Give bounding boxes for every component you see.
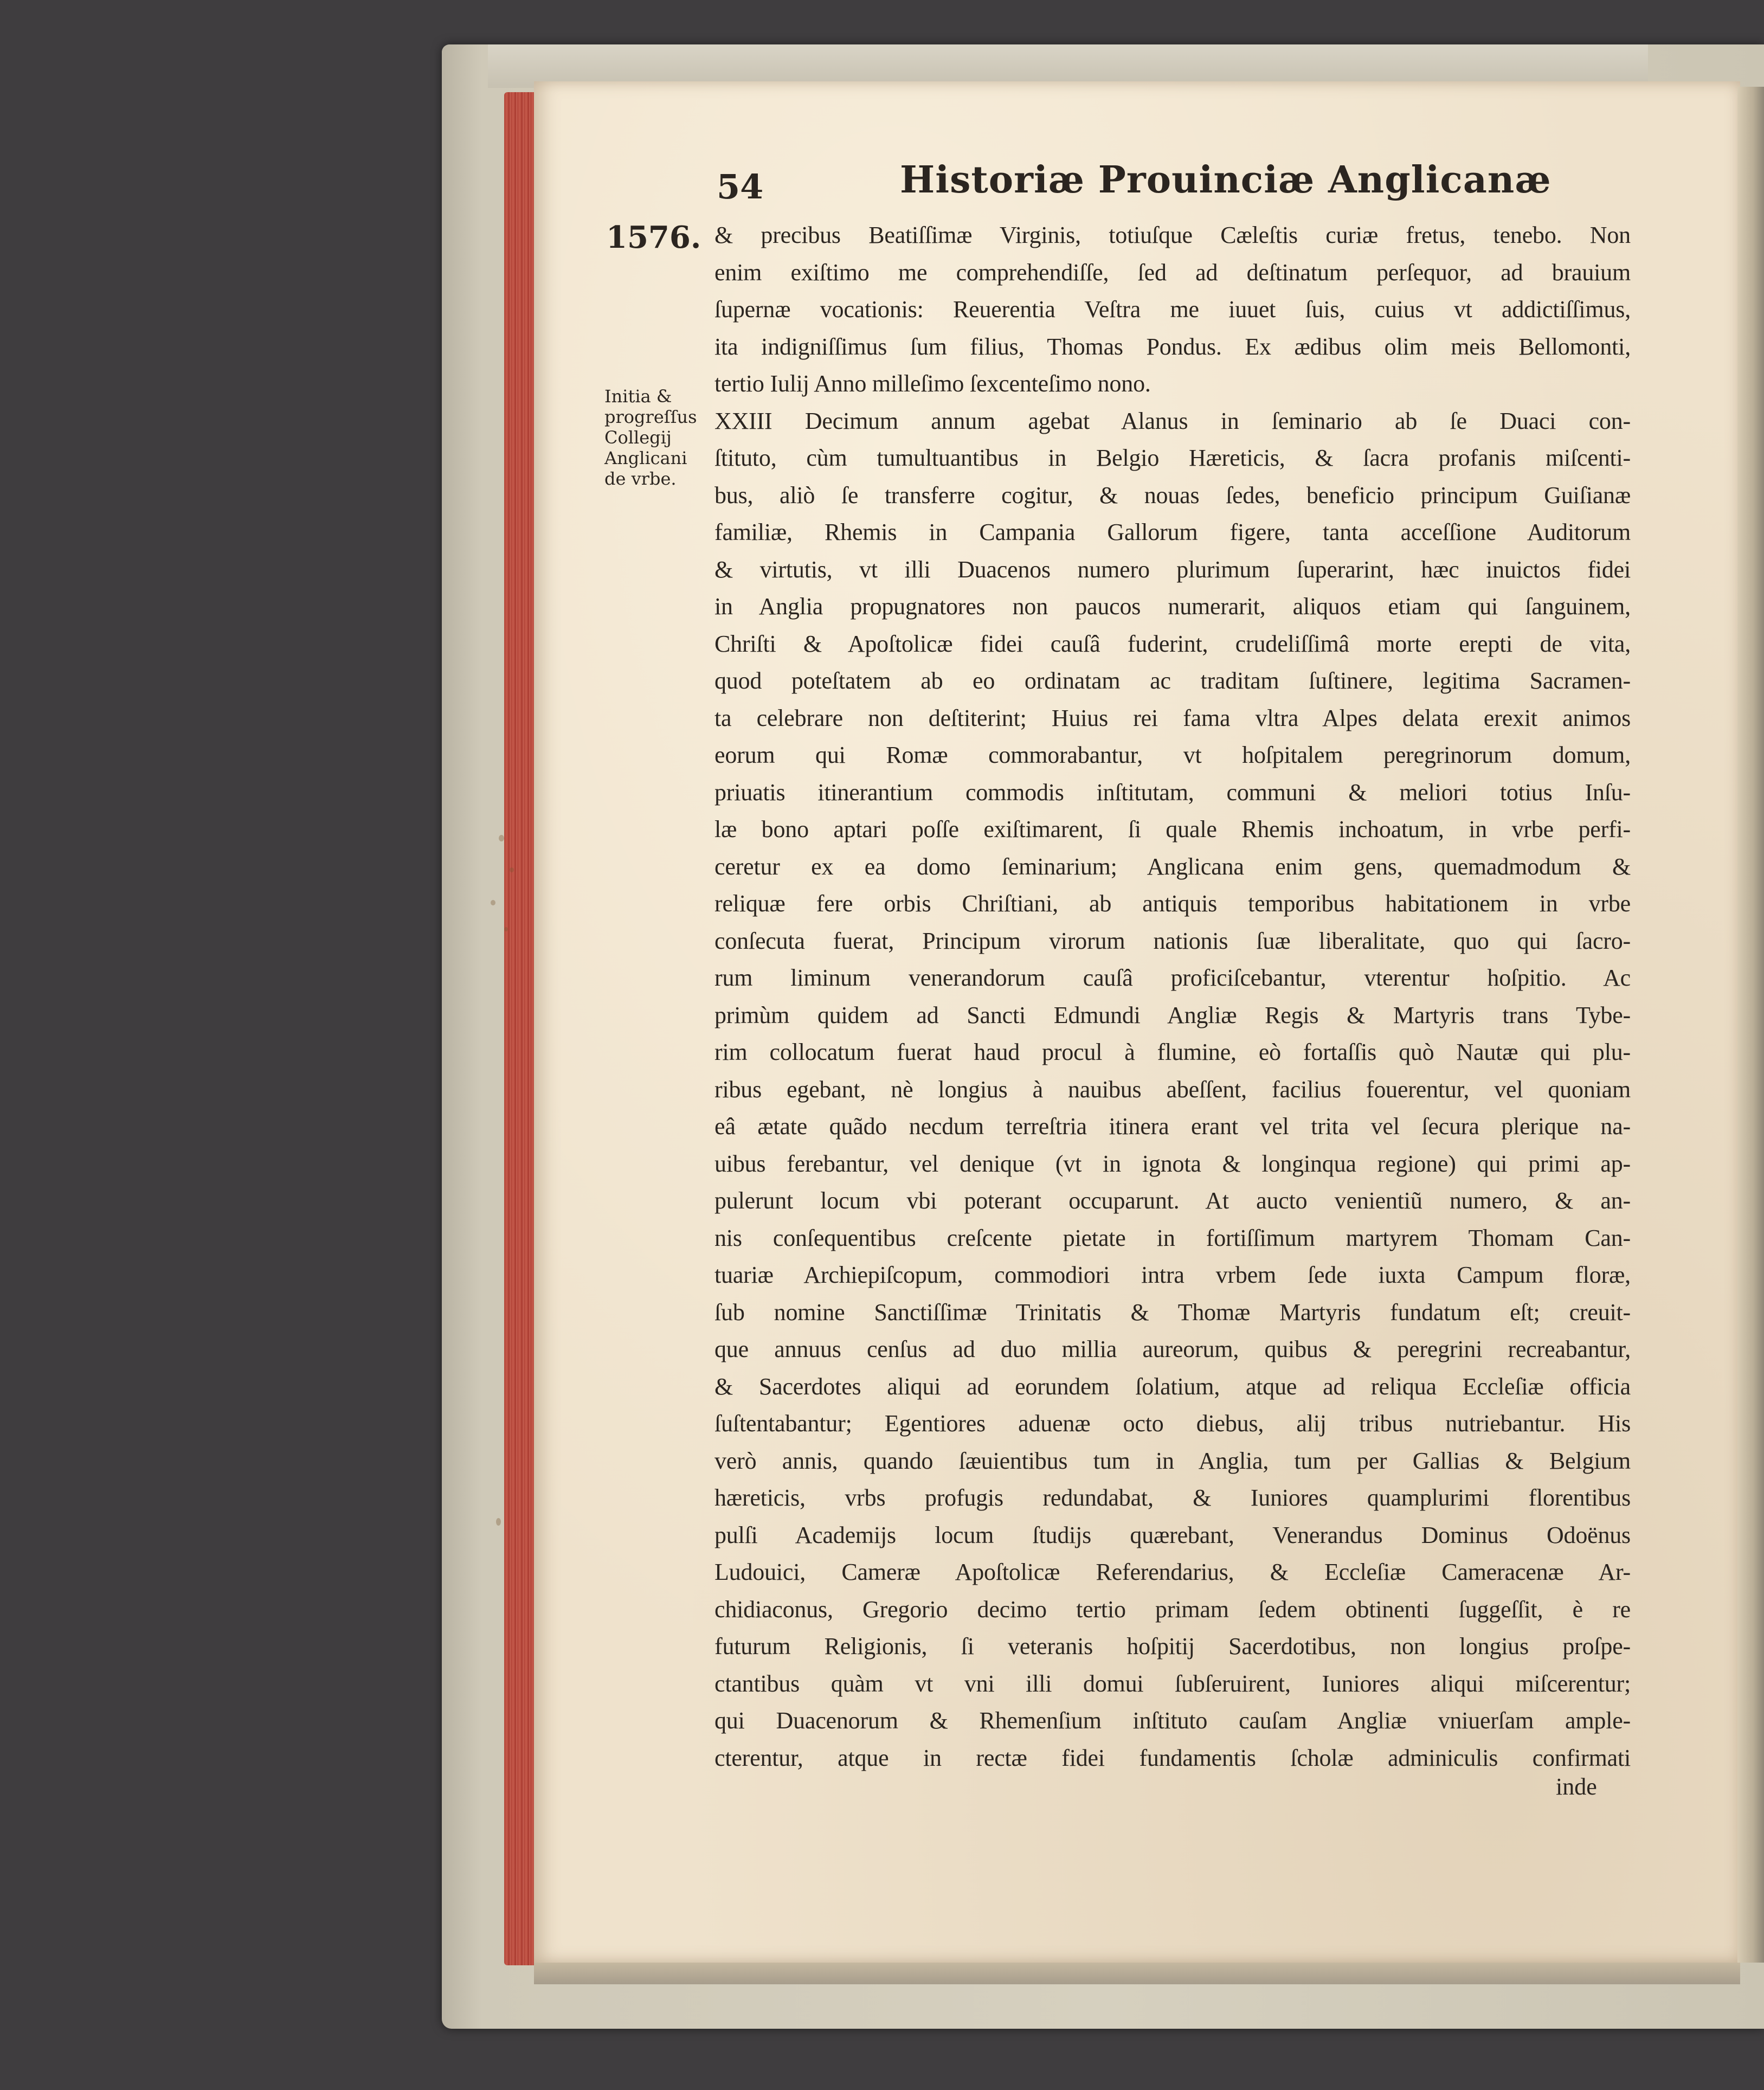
text-line: quod poteſtatem ab eo ordinatam ac traditam ſuſtinere, legitima Sacramen- (714, 667, 1631, 694)
text-line: rum liminum venerandorum cauſâ proficiſcebantur, vterentur hoſpitio. Ac (714, 964, 1631, 991)
text-line: ctantibus quàm vt vni illi domui ſubſeruirent, Iuniores aliqui miſcerentur; (714, 1670, 1631, 1697)
running-head: Historiæ Prouinciæ Anglicanæ (900, 158, 1551, 202)
text-line: futurum Religionis, ſi veteranis hoſpitij Sacerdotibus, non longius proſpe- (714, 1633, 1631, 1660)
text-line: ſtituto, cùm tumultuantibus in Belgio Hæreticis, & ſacra profanis miſcenti- (714, 445, 1631, 471)
foxing-spot (499, 835, 504, 841)
margin-note (604, 386, 713, 489)
text-line: ta celebrare non deſtiterint; Huius rei fama vltra Alpes delata erexit animos (714, 704, 1631, 731)
text-line: que annuus cenſus ad duo millia aureorum, quibus & peregrini recreabantur, (714, 1336, 1631, 1362)
text-line: primùm quidem ad Sancti Edmundi Angliæ Regis & Martyris trans Tybe- (714, 1001, 1631, 1028)
text-line: hæreticis, vrbs profugis redundabat, & Iuniores quamplurimi florentibus (714, 1484, 1631, 1511)
foxing-spot (504, 927, 508, 931)
margin-note-line: Anglicani (604, 448, 687, 468)
margin-note-line: Collegij (604, 427, 672, 448)
text-line: & virtutis, vt illi Duacenos numero plurimum ſuperarint, hæc inuictos fidei (714, 556, 1631, 583)
text-line: XXIII Decimum annum agebat Alanus in ſeminario ab ſe Duaci con- (714, 407, 1631, 434)
margin-note-line: progreſſus (604, 407, 697, 427)
text-line: cterentur, atque in rectæ fidei fundamentis ſcholæ adminiculis confirmati (714, 1744, 1631, 1771)
text-line: qui Duacenorum & Rhemenſium inſtituto cauſam Angliæ vniuerſam ample- (714, 1707, 1631, 1734)
foxing-spot (510, 867, 514, 872)
text-line: pulſi Academijs locum ſtudijs quærebant, Venerandus Dominus Odoënus (714, 1521, 1631, 1548)
text-line: & Sacerdotes aliqui ad eorundem ſolatium, atque ad reliqua Eccleſiæ officia (714, 1373, 1631, 1400)
page-bottom-edge (534, 1963, 1740, 1984)
text-line: læ bono aptari poſſe exiſtimarent, ſi quale Rhemis inchoatum, in vrbe perfi- (714, 816, 1631, 843)
text-line: conſecuta fuerat, Principum virorum nationis ſuæ liberalitate, quo qui ſacro- (714, 927, 1631, 954)
margin-note-line: Initia & (604, 386, 672, 407)
text-line: pulerunt locum vbi poterant occuparunt. At aucto venientiũ numero, & an- (714, 1187, 1631, 1214)
text-line: ita indigniſſimus ſum filius, Thomas Pondus. Ex ædibus olim meis Bellomonti, (714, 333, 1631, 360)
text-line: eorum qui Romæ commorabantur, vt hoſpitalem peregrinorum domum, (714, 742, 1631, 768)
body-text (714, 217, 1631, 1777)
page-number: 54 (717, 167, 764, 207)
text-line: uibus ferebantur, vel denique (vt in ignota & longinqua regione) qui primi ap- (714, 1150, 1631, 1177)
text-line: Ludouici, Cameræ Apoſtolicæ Referendarius, & Eccleſiæ Cameracenæ Ar- (714, 1559, 1631, 1585)
text-line: ribus egebant, nè longius à nauibus abeſſent, facilius fouerentur, vel quoniam (714, 1076, 1631, 1103)
text-line: eâ ætate quãdo necdum terreſtria itinera erant vel trita vel ſecura plerique na- (714, 1113, 1631, 1140)
text-line: enim exiſtimo me comprehendiſſe, ſed ad deſtinatum perſequor, ad brauium (714, 259, 1631, 286)
text-line: ceretur ex ea domo ſeminarium; Anglicana enim gens, quemadmodum & (714, 853, 1631, 880)
foxing-spot (491, 900, 495, 905)
text-line: priuatis itinerantium commodis inſtitutam, communi & meliori totius Inſu- (714, 779, 1631, 806)
text-line: familiæ, Rhemis in Campania Gallorum figere, tanta acceſſione Auditorum (714, 519, 1631, 545)
text-line: rim collocatum fuerat haud procul à flumine, eò fortaſſis quò Nautæ qui plu- (714, 1039, 1631, 1065)
text-line: bus, aliò ſe transferre cogitur, & nouas ſedes, beneficio principum Guiſianæ (714, 481, 1631, 509)
text-line: tertio Iulij Anno milleſimo ſexcenteſimo nono. (714, 370, 1151, 397)
red-page-edges (504, 92, 537, 1965)
text-line: & precibus Beatiſſimæ Virginis, totiuſque Cæleſtis curiæ fretus, tenebo. Non (714, 222, 1631, 248)
text-line: chidiaconus, Gregorio decimo tertio primam ſedem obtinenti ſuggeſſit, è re (714, 1596, 1631, 1623)
foxing-spot (496, 1518, 501, 1526)
text-line: nis conſequentibus creſcente pietate in fortiſſimum martyrem Thomam Can- (714, 1224, 1631, 1251)
text-line: reliquæ fere orbis Chriſtiani, ab antiquis temporibus habitationem in vrbe (714, 890, 1631, 917)
text-line: ſupernæ vocationis: Reuerentia Veſtra me iuuet ſuis, cuius vt addictiſſimus, (714, 296, 1631, 323)
text-line: verò annis, quando ſæuientibus tum in Anglia, tum per Gallias & Belgium (714, 1447, 1631, 1474)
year-margin-mark: 1576. (606, 220, 701, 255)
text-line: ſuſtentabantur; Egentiores aduenæ octo diebus, alij tribus nutriebantur. His (714, 1410, 1631, 1437)
page-stack-edge (1737, 87, 1764, 1963)
catchword: inde (1556, 1773, 1597, 1800)
text-line: tuariæ Archiepiſcopum, commodiori intra vrbem ſede iuxta Campum floræ, (714, 1262, 1631, 1288)
text-line: ſub nomine Sanctiſſimæ Trinitatis & Thomæ Martyris fundatum eſt; creuit- (714, 1298, 1631, 1326)
text-line: in Anglia propugnatores non paucos numerarit, aliquos etiam qui ſanguinem, (714, 593, 1631, 620)
margin-note-line: de vrbe. (604, 468, 677, 489)
text-line: Chriſti & Apoſtolicæ fidei cauſâ fuderint, crudeliſſimâ morte erepti de vita, (714, 630, 1631, 657)
